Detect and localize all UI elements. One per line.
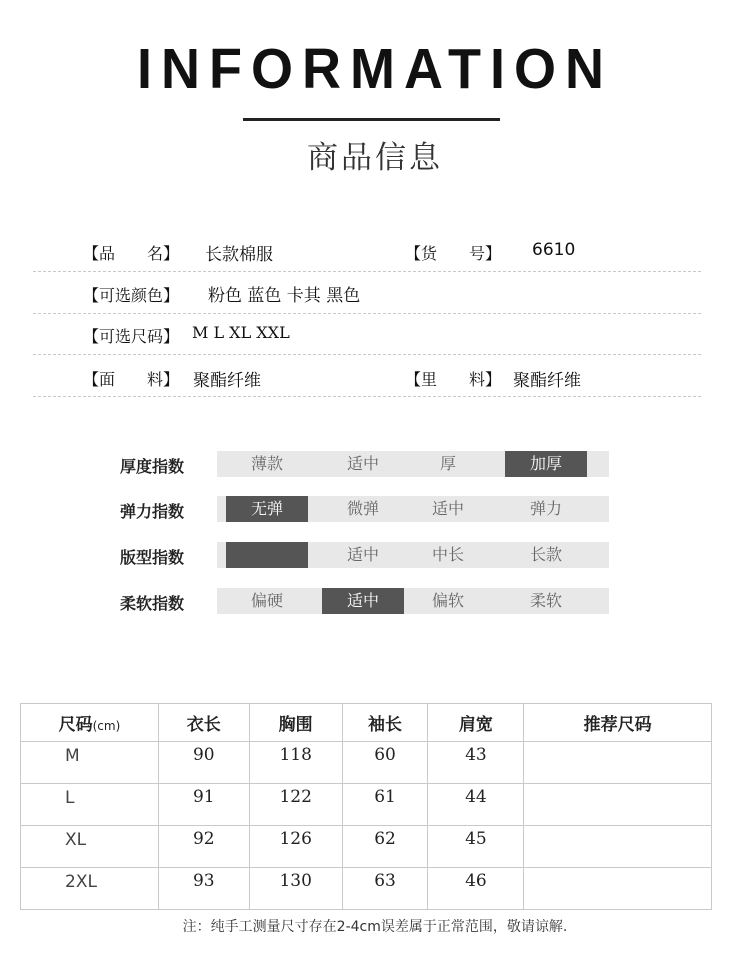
measure-cell: 122	[249, 784, 342, 826]
measure-cell	[524, 826, 712, 868]
info-row-sizes	[33, 313, 701, 355]
measure-cell: 126	[249, 826, 342, 868]
index-label: 弹力指数	[120, 502, 185, 521]
header-sleeve: 袖长	[342, 704, 428, 742]
measure-cell: 46	[428, 868, 524, 910]
measure-cell: 61	[342, 784, 428, 826]
name-value: 长款棉服	[205, 245, 273, 265]
name-label: 【品 名】	[83, 244, 180, 263]
header-shoulder: 肩宽	[428, 704, 524, 742]
fabric-value: 聚酯纤维	[193, 371, 261, 391]
measure-cell	[524, 868, 712, 910]
index-label: 版型指数	[120, 548, 185, 567]
measure-cell	[524, 742, 712, 784]
size-cell: 2XL	[21, 868, 159, 910]
size-cell: L	[21, 784, 159, 826]
index-option: 偏软	[431, 591, 464, 610]
lining-value: 聚酯纤维	[513, 371, 581, 391]
sku-label: 【货 号】	[405, 244, 502, 263]
measure-cell: 91	[158, 784, 249, 826]
index-option: 厚	[439, 454, 456, 473]
index-option: 薄款	[250, 454, 283, 473]
measure-cell: 92	[158, 826, 249, 868]
measure-cell: 44	[428, 784, 524, 826]
colors-value: 粉色 蓝色 卡其 黑色	[208, 286, 361, 306]
index-option: 中长	[431, 545, 464, 564]
header-size: 尺码(cm)	[21, 704, 159, 742]
fabric-label: 【面 料】	[83, 370, 180, 389]
index-label: 柔软指数	[120, 594, 185, 613]
colors-label: 【可选颜色】	[83, 286, 180, 305]
sku-value: 6610	[532, 240, 576, 260]
size-row	[21, 826, 712, 868]
info-row-colors	[33, 272, 701, 314]
sizes-value: M L XL XXL	[192, 323, 290, 342]
lining-label: 【里 料】	[405, 370, 502, 389]
header-recommend: 推荐尺码	[524, 704, 712, 742]
index-option: 偏硬	[250, 591, 283, 610]
size-row	[21, 868, 712, 910]
index-option: 弹力	[529, 499, 562, 518]
index-bar	[217, 588, 609, 614]
size-table-header	[21, 704, 712, 742]
size-cell: M	[21, 742, 159, 784]
sizes-label: 【可选尺码】	[83, 327, 180, 346]
page-title: INFORMATION	[137, 37, 613, 101]
index-option: 适中	[346, 454, 379, 473]
header-length: 衣长	[158, 704, 249, 742]
size-row	[21, 784, 712, 826]
index-option: 柔软	[529, 591, 562, 610]
measure-cell: 62	[342, 826, 428, 868]
measure-cell: 63	[342, 868, 428, 910]
index-option: 适中	[346, 545, 379, 564]
size-cell: XL	[21, 826, 159, 868]
measure-cell	[524, 784, 712, 826]
measure-cell: 45	[428, 826, 524, 868]
index-option-selected	[226, 542, 308, 568]
index-bar	[217, 451, 609, 477]
index-option-selected: 无弹	[226, 496, 308, 522]
measure-cell: 60	[342, 742, 428, 784]
info-row-name	[33, 230, 701, 272]
header-chest: 胸围	[249, 704, 342, 742]
measure-cell: 90	[158, 742, 249, 784]
page-subtitle: 商品信息	[307, 140, 443, 176]
measure-cell: 43	[428, 742, 524, 784]
index-label: 厚度指数	[120, 457, 185, 476]
measure-cell: 93	[158, 868, 249, 910]
index-option: 长款	[529, 545, 562, 564]
index-option-selected: 加厚	[505, 451, 587, 477]
title-divider	[243, 118, 500, 121]
index-option-selected: 适中	[322, 588, 404, 614]
index-bar	[217, 496, 609, 522]
measurement-note: 注：纯手工测量尺寸存在2-4cm误差属于正常范围，敬请谅解.	[182, 919, 568, 935]
info-row-fabric	[33, 355, 701, 397]
measure-cell: 118	[249, 742, 342, 784]
index-option: 微弹	[346, 499, 379, 518]
size-table	[20, 703, 712, 910]
index-option: 适中	[431, 499, 464, 518]
measure-cell: 130	[249, 868, 342, 910]
size-row	[21, 742, 712, 784]
index-bar	[217, 542, 609, 568]
